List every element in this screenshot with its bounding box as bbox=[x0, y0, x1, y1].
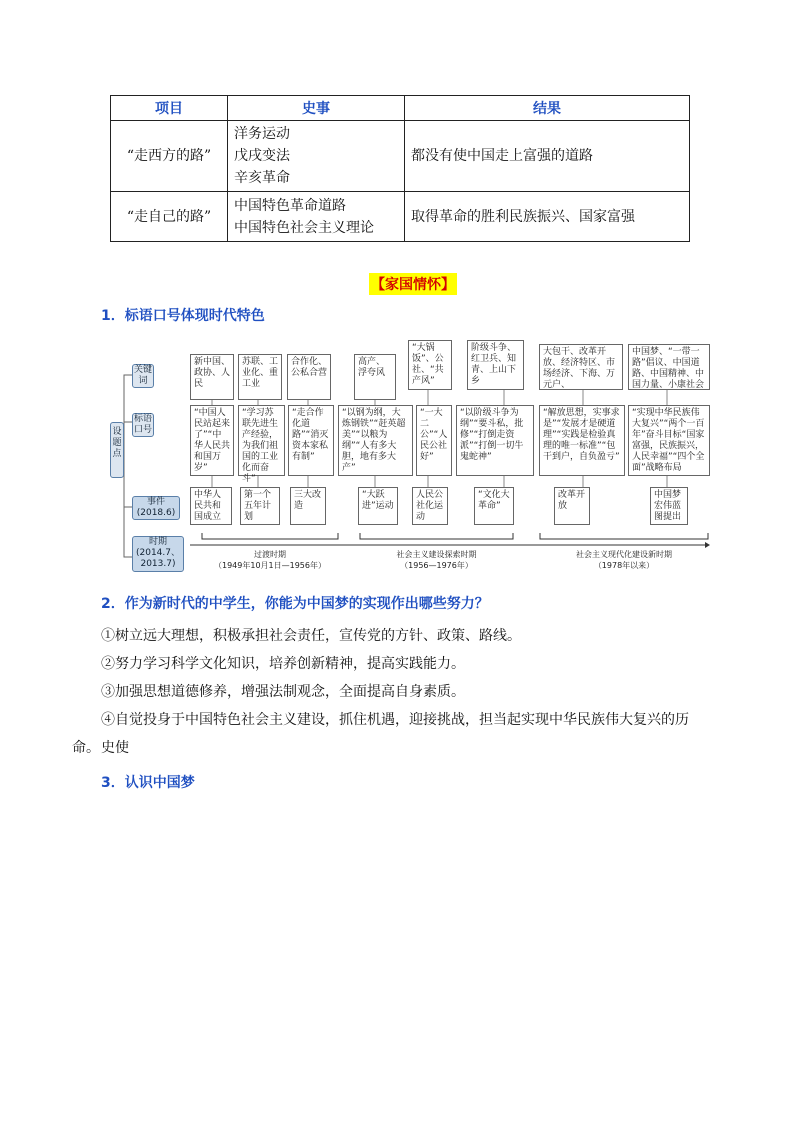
event-text: 戊戌变法 bbox=[234, 148, 290, 164]
section-title: 【家国情怀】 bbox=[369, 273, 457, 295]
header-events: 史事 bbox=[228, 96, 405, 121]
event-box: 第一个五年计划 bbox=[240, 487, 280, 525]
row-events bbox=[228, 121, 405, 192]
answer-3: ③加强思想道德修养，增强法制观念，全面提高自身素质。 bbox=[101, 684, 465, 700]
event-box: 中华人民共和国成立 bbox=[190, 487, 232, 525]
label-center: 设题点 bbox=[110, 422, 124, 478]
question-2-heading: 2．作为新时代的中学生，你能为中国梦的实现作出哪些努力？ bbox=[101, 596, 489, 612]
event-box: “文化大革命” bbox=[474, 487, 514, 525]
event-box: 改革开放 bbox=[554, 487, 590, 525]
event-box: 人民公社化运动 bbox=[412, 487, 448, 525]
row-result: 取得革命的胜利民族振兴、国家富强 bbox=[405, 192, 690, 242]
event-text: 中国特色社会主义理论 bbox=[234, 219, 374, 236]
period-name: 社会主义现代化建设新时期 bbox=[576, 550, 672, 559]
keyword-box: 苏联、工业化、重工业 bbox=[238, 354, 282, 400]
period-range: （1956—1976年） bbox=[400, 561, 473, 570]
label-period: 时期(2014.7、2013.7) bbox=[132, 536, 184, 572]
history-table bbox=[110, 95, 690, 242]
label-keyword: 关键词 bbox=[133, 365, 152, 386]
slogan-box: “学习苏联先进生产经验，为我们祖国的工业化而奋斗” bbox=[238, 405, 285, 476]
event-text: 洋务运动 bbox=[234, 126, 290, 142]
keyword-box: 合作化、公私合营 bbox=[287, 354, 331, 400]
event-box: “大跃进”运动 bbox=[358, 487, 398, 525]
answer-1: ①树立远大理想，积极承担社会责任，宣传党的方针、政策、路线。 bbox=[101, 628, 521, 644]
event-text: 辛亥革命 bbox=[234, 170, 290, 186]
keyword-box: 新中国、政协、人民 bbox=[190, 354, 234, 400]
slogan-box: “实现中华民族伟大复兴”“两个一百年”奋斗目标“国家富强，民族振兴，人民幸福”“四个全面”战略布局 bbox=[628, 405, 710, 476]
header-item: 项目 bbox=[111, 96, 228, 121]
header-result: 结果 bbox=[405, 96, 690, 121]
keyword-box: 阶级斗争、红卫兵、知青、上山下乡 bbox=[467, 340, 524, 390]
label-slogan: 标语口号 bbox=[133, 414, 152, 435]
row-item: “走西方的路” bbox=[111, 121, 228, 192]
question-1-heading: 1．标语口号体现时代特色 bbox=[101, 308, 265, 324]
question-3-heading: 3．认识中国梦 bbox=[101, 775, 195, 791]
slogan-box: “以阶级斗争为纲”“要斗私，批修”“打倒走资派”“打倒一切牛鬼蛇神” bbox=[456, 405, 534, 476]
table-header-row bbox=[111, 96, 690, 121]
row-item: “走自己的路” bbox=[111, 192, 228, 242]
event-text: 中国特色革命道路 bbox=[234, 197, 346, 214]
period-name: 过渡时期 bbox=[254, 550, 286, 559]
answer-4-continued: 命。 bbox=[72, 740, 100, 756]
table-row bbox=[111, 121, 690, 192]
keyword-box: 高产、浮夸风 bbox=[354, 354, 396, 400]
slogan-diagram bbox=[110, 337, 710, 580]
row-events bbox=[228, 192, 405, 242]
row-result: 都没有使中国走上富强的道路 bbox=[405, 121, 690, 192]
slogan-box: “走合作化道路”“消灭资本家私有制” bbox=[288, 405, 334, 476]
table-row bbox=[111, 192, 690, 242]
keyword-box: 大包干、改革开放、经济特区、市场经济、下海、万元户、 bbox=[539, 344, 623, 390]
slogan-box: “解放思想，实事求是”“发展才是硬道理”“实践是检验真理的唯一标准”“包干到户，自负盈亏” bbox=[539, 405, 625, 476]
period-range: （1949年10月1日—1956年） bbox=[214, 561, 326, 570]
period-range: （1978年以来） bbox=[593, 561, 655, 570]
label-event: 事件(2018.6) bbox=[132, 496, 180, 520]
keyword-box: 中国梦、“一带一路”倡议、中国道路、中国精神、中国力量、小康社会 bbox=[628, 344, 710, 390]
slogan-box: “中国人民站起来了”“中华人民共和国万岁” bbox=[190, 405, 234, 476]
period-name: 社会主义建设探索时期 bbox=[396, 550, 477, 559]
slogan-box: “一大二公”“人民公社好” bbox=[416, 405, 452, 476]
answer-4: ④自觉投身于中国特色社会主义建设，抓住机遇，迎接挑战，担当起实现中华民族伟大复兴的历史使 bbox=[101, 712, 689, 756]
answer-2: ②努力学习科学文化知识，培养创新精神，提高实践能力。 bbox=[101, 656, 465, 672]
event-box: 中国梦宏伟蓝图提出 bbox=[650, 487, 688, 525]
keyword-box: “大锅饭”、公社、“共产风” bbox=[408, 340, 452, 390]
slogan-box: “以钢为纲，大炼钢铁”“赶英超美”“以粮为纲”“人有多大胆，地有多大产” bbox=[338, 405, 413, 476]
event-box: 三大改造 bbox=[290, 487, 326, 525]
